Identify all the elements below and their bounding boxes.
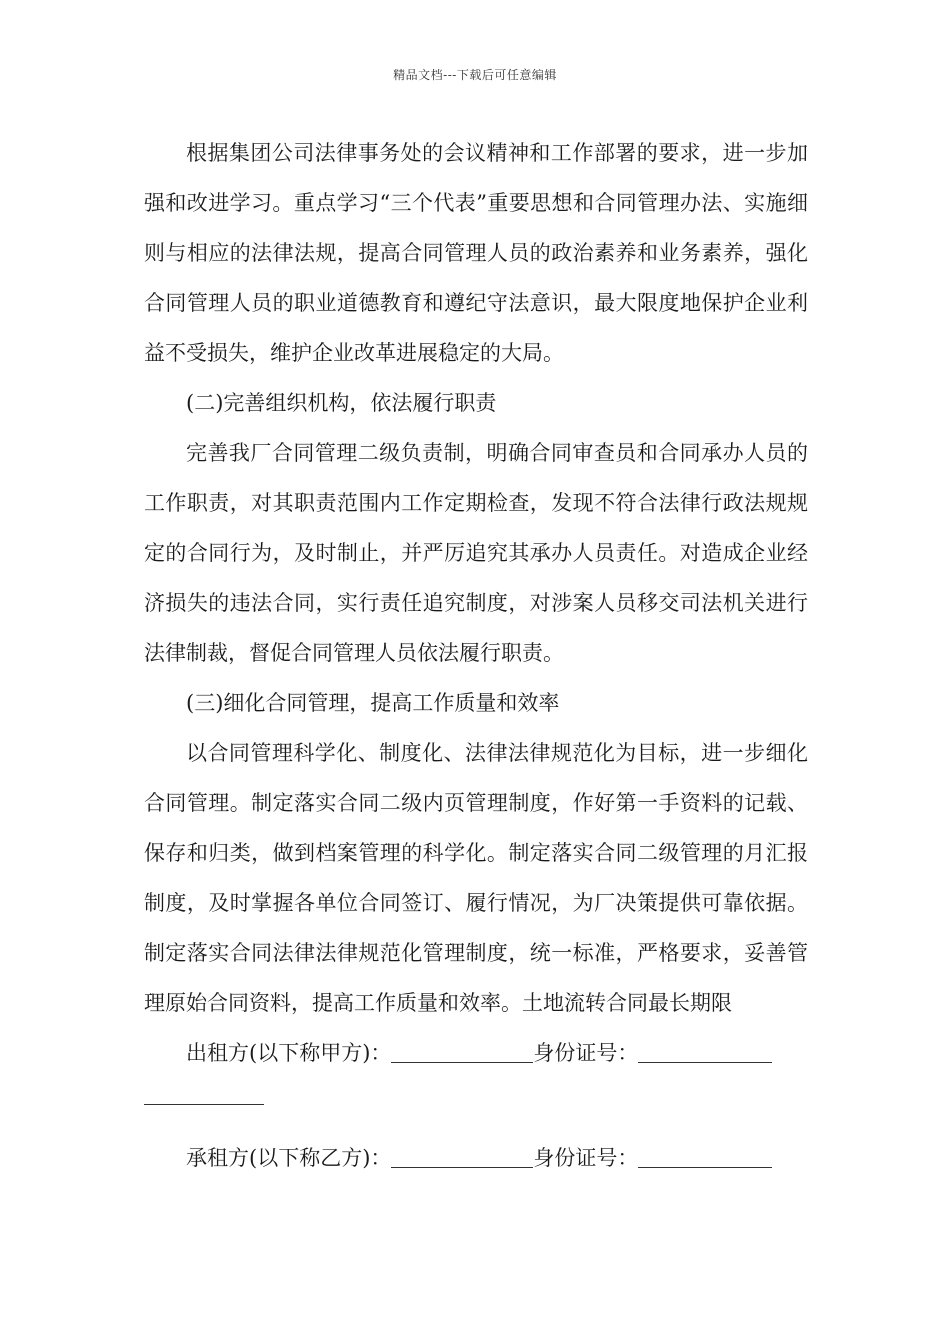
- section-heading-3: (三)细化合同管理，提高工作质量和效率: [186, 691, 560, 715]
- lessee-id-blank[interactable]: [638, 1145, 772, 1168]
- document-body: [144, 128, 808, 1183]
- lessee-line: [144, 1133, 808, 1183]
- lessor-line: [144, 1028, 808, 1078]
- lessor-label: 出租方(以下称甲方)：: [186, 1041, 392, 1065]
- lessor-id-label: 身份证号：: [533, 1041, 639, 1065]
- paragraph-management: 以合同管理科学化、制度化、法律法律规范化为目标，进一步细化合同管理。制定落实合同二级内页管理制度，作好第一手资料的记载、保存和归类，做到档案管理的科学化。制定落实合同二级管理的月汇报制度，及时掌握各单位合同签订、履行情况，为厂决策提供可靠依据。制定落实合同法律法律规范化管理制度，统一标准，严格要求，妥善管理原始合同资料，提高工作质量和效率。土地流转合同最长期限: [144, 741, 808, 1015]
- lessor-name-blank[interactable]: [391, 1040, 533, 1063]
- lessee-label: 承租方(以下称乙方)：: [186, 1146, 392, 1170]
- lessee-name-blank[interactable]: [391, 1145, 533, 1168]
- section-heading-2: (二)完善组织机构，依法履行职责: [186, 391, 497, 415]
- paragraph-study: 根据集团公司法律事务处的会议精神和工作部署的要求，进一步加强和改进学习。重点学习“三个代表”重要思想和合同管理办法、实施细则与相应的法律法规，提高合同管理人员的政治素养和业务素养，强化合同管理人员的职业道德教育和遵纪守法意识，最大限度地保护企业利益不受损失，维护企业改革进展稳定的大局。: [144, 141, 808, 365]
- header-note: 精品文档---下载后可任意编辑: [393, 68, 557, 82]
- lessee-id-label: 身份证号：: [533, 1146, 639, 1170]
- lessor-id-blank-continued[interactable]: [144, 1078, 264, 1105]
- paragraph-responsibility: 完善我厂合同管理二级负责制，明确合同审查员和合同承办人员的工作职责，对其职责范围内工作定期检查，发现不符合法律行政法规规定的合同行为，及时制止，并严厉追究其承办人员责任。对造成企业经济损失的违法合同，实行责任追究制度，对涉案人员移交司法机关进行法律制裁，督促合同管理人员依法履行职责。: [144, 441, 808, 665]
- lessor-id-blank[interactable]: [638, 1040, 772, 1063]
